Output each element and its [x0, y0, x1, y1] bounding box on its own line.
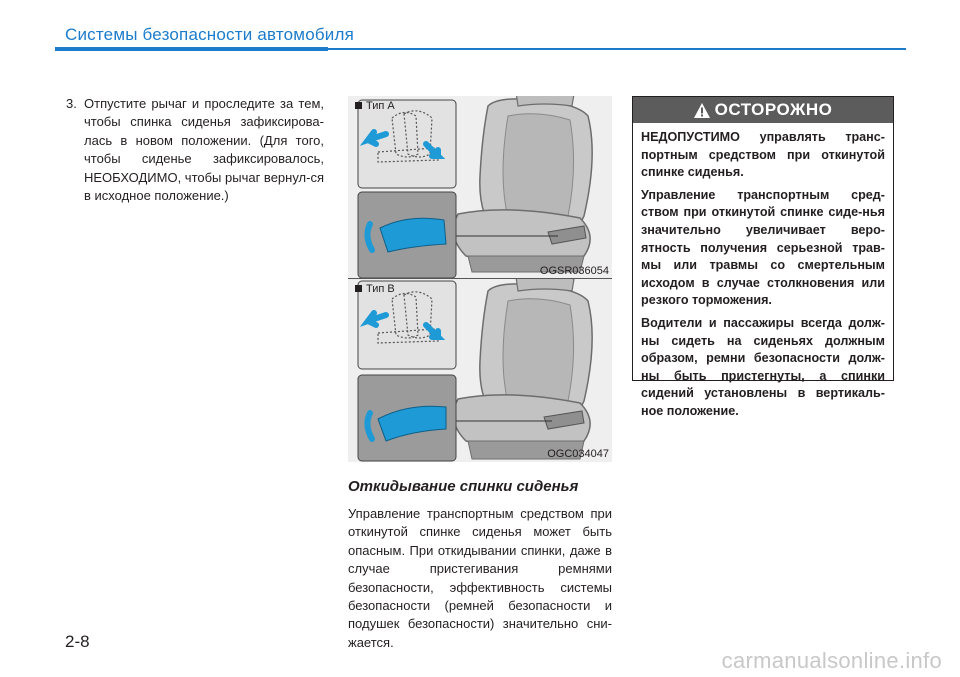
- caution-paragraph: Водители и пассажиры всегда долж-ны сидеть на сиденьях должным образом, ремни безопасности долж-ны быть пристегнуты, а спинки сидений установлены в вертикаль-ное положение.: [641, 315, 885, 418]
- section-body: Управление транспортным средством при откинутой спинке сиденья может быть опасным. При откидывании спинки, даже в случае пристегивания ремнями безопасности, эффективность системы безопасности (ремней безопасности и подушек безопасности) значительно сни-жается.: [348, 506, 612, 650]
- page-header-title: Системы безопасности автомобиля: [65, 25, 355, 44]
- seat-illustration-b: [348, 279, 612, 462]
- step-text: Отпустите рычаг и проследите за тем, чтобы спинка сиденья зафиксирова-лась в новом положении. (Для того, чтобы сиденье зафиксировалось, НЕОБХОДИМО, чтобы рычаг вернул-ся в исходное положение.): [84, 96, 325, 204]
- figure-code-b: OGC034047: [547, 448, 609, 460]
- caution-paragraph: НЕДОПУСТИМО управлять транс-портным средством при откинутой спинке сиденья.: [641, 130, 885, 180]
- watermark-text: carmanualsonline.info: [721, 648, 942, 673]
- figure-label-b: Тип B: [355, 283, 395, 295]
- step-number: 3.: [66, 96, 77, 111]
- warning-triangle-icon: [694, 103, 710, 118]
- caution-title: ОСТОРОЖНО: [714, 100, 833, 119]
- square-bullet-icon: [355, 102, 362, 109]
- square-bullet-icon: [355, 285, 362, 292]
- header-rule-thin: [328, 48, 906, 50]
- caution-paragraph: Управление транспортным сред-ством при откинутой спинке сиде-нья значительно увеличивает веро-ятность получения серьезной трав-мы или травмы со смертельным исходом в случае столкновения или резкого торможения.: [641, 187, 885, 308]
- caution-box: [632, 96, 894, 418]
- header-rule-thick: [55, 47, 328, 51]
- seat-illustration-a: [348, 96, 612, 279]
- figure-type-b: [348, 279, 612, 462]
- figure-code-a: OGSR036054: [539, 265, 609, 277]
- caution-header: [633, 97, 893, 123]
- figure-type-a: [348, 96, 612, 279]
- caution-body: [633, 123, 893, 421]
- step-3: [66, 95, 324, 205]
- figure-label-a: Тип A: [355, 100, 395, 112]
- section-title: Откидывание спинки сиденья: [348, 478, 579, 495]
- page-number: 2-8: [65, 632, 90, 651]
